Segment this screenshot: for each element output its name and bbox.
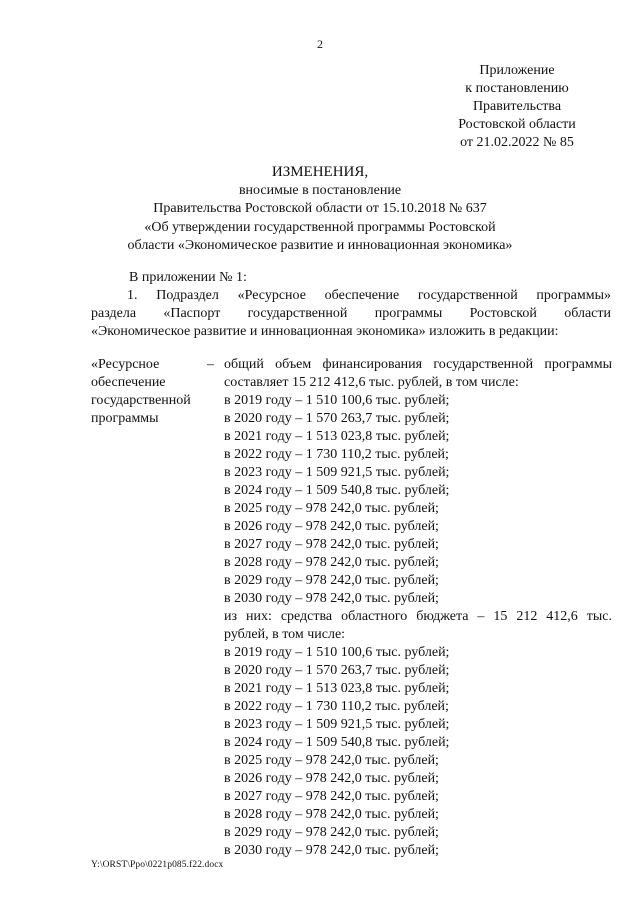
regional-year-item: в 2026 году – 978 242,0 тыс. рублей; bbox=[224, 771, 439, 786]
label-line: «Ресурсное bbox=[91, 357, 160, 372]
page-number: 2 bbox=[317, 37, 323, 51]
title-line: вносимые в постановление bbox=[238, 182, 402, 198]
title-line: области «Экономическое развитие и инновационная экономика» bbox=[127, 238, 513, 253]
paragraph-line: раздела «Паспорт государственной программы Ростовской области bbox=[91, 306, 611, 321]
total-funding-line: общий объем финансирования государственной программы bbox=[224, 357, 612, 372]
intro-text: В приложении № 1: bbox=[129, 270, 247, 285]
regional-year-item: в 2027 году – 978 242,0 тыс. рублей; bbox=[224, 789, 439, 804]
regional-year-item: в 2028 году – 978 242,0 тыс. рублей; bbox=[224, 807, 439, 822]
appendix-line: Приложение bbox=[479, 63, 555, 78]
total-funding-line: составляет 15 212 412,6 тыс. рублей, в том числе: bbox=[224, 375, 519, 390]
regional-budget-line: из них: средства областного бюджета – 15 212 412,6 тыс. bbox=[224, 609, 612, 624]
year-funding-item: в 2022 году – 1 730 110,2 тыс. рублей; bbox=[224, 447, 449, 462]
regional-year-item: в 2025 году – 978 242,0 тыс. рублей; bbox=[224, 753, 439, 768]
year-funding-item: в 2028 году – 978 242,0 тыс. рублей; bbox=[224, 555, 439, 570]
regional-year-item: в 2024 году – 1 509 540,8 тыс. рублей; bbox=[224, 735, 450, 750]
year-funding-item: в 2023 году – 1 509 921,5 тыс. рублей; bbox=[224, 465, 450, 480]
regional-year-item: в 2022 году – 1 730 110,2 тыс. рублей; bbox=[224, 699, 449, 714]
point-1-paragraph bbox=[91, 287, 611, 341]
title-heading: ИЗМЕНЕНИЯ, bbox=[271, 164, 369, 180]
regional-year-item: в 2019 году – 1 510 100,6 тыс. рублей; bbox=[224, 645, 450, 660]
paragraph-line: 1. Подраздел «Ресурсное обеспечение государственной программы» bbox=[127, 288, 611, 303]
year-funding-item: в 2024 году – 1 509 540,8 тыс. рублей; bbox=[224, 483, 450, 498]
appendix-block bbox=[432, 62, 602, 152]
paragraph-line: «Экономическое развитие и инновационная экономика» изложить в редакции: bbox=[91, 324, 559, 339]
appendix-line: Правительства bbox=[472, 99, 562, 114]
year-funding-item: в 2026 году – 978 242,0 тыс. рублей; bbox=[224, 519, 439, 534]
year-funding-item: в 2019 году – 1 510 100,6 тыс. рублей; bbox=[224, 393, 450, 408]
regional-year-item: в 2030 году – 978 242,0 тыс. рублей; bbox=[224, 843, 439, 858]
resource-label bbox=[91, 356, 206, 428]
year-funding-item: в 2029 году – 978 242,0 тыс. рублей; bbox=[224, 573, 439, 588]
document-title bbox=[60, 163, 580, 256]
year-funding-item: в 2020 году – 1 570 263,7 тыс. рублей; bbox=[224, 411, 450, 426]
regional-year-item: в 2020 году – 1 570 263,7 тыс. рублей; bbox=[224, 663, 450, 678]
label-line: обеспечение bbox=[91, 375, 166, 390]
regional-year-item: в 2029 году – 978 242,0 тыс. рублей; bbox=[224, 825, 439, 840]
appendix-line: к постановлению bbox=[465, 81, 569, 96]
regional-year-item: в 2021 году – 1 513 023,8 тыс. рублей; bbox=[224, 681, 450, 696]
year-funding-item: в 2027 году – 978 242,0 тыс. рублей; bbox=[224, 537, 439, 552]
year-funding-item: в 2021 году – 1 513 023,8 тыс. рублей; bbox=[224, 429, 450, 444]
label-line: программы bbox=[91, 411, 159, 426]
appendix-line: Ростовской области bbox=[458, 117, 576, 132]
appendix-line: от 21.02.2022 № 85 bbox=[460, 135, 574, 150]
separator-dash: – bbox=[207, 357, 214, 372]
footer-file-path: Y:\ORST\Ppo\0221p085.f22.docx bbox=[91, 860, 224, 870]
regional-budget-line: рублей, в том числе: bbox=[224, 627, 346, 642]
regional-year-item: в 2023 году – 1 509 921,5 тыс. рублей; bbox=[224, 717, 450, 732]
title-line: Правительства Ростовской области от 15.10.2018 № 637 bbox=[153, 201, 487, 216]
title-line: «Об утверждении государственной программы Ростовской bbox=[144, 219, 496, 235]
label-line: государственной bbox=[91, 393, 191, 408]
year-funding-item: в 2025 году – 978 242,0 тыс. рублей; bbox=[224, 501, 439, 516]
funding-details bbox=[224, 356, 612, 860]
year-funding-item: в 2030 году – 978 242,0 тыс. рублей; bbox=[224, 591, 439, 606]
